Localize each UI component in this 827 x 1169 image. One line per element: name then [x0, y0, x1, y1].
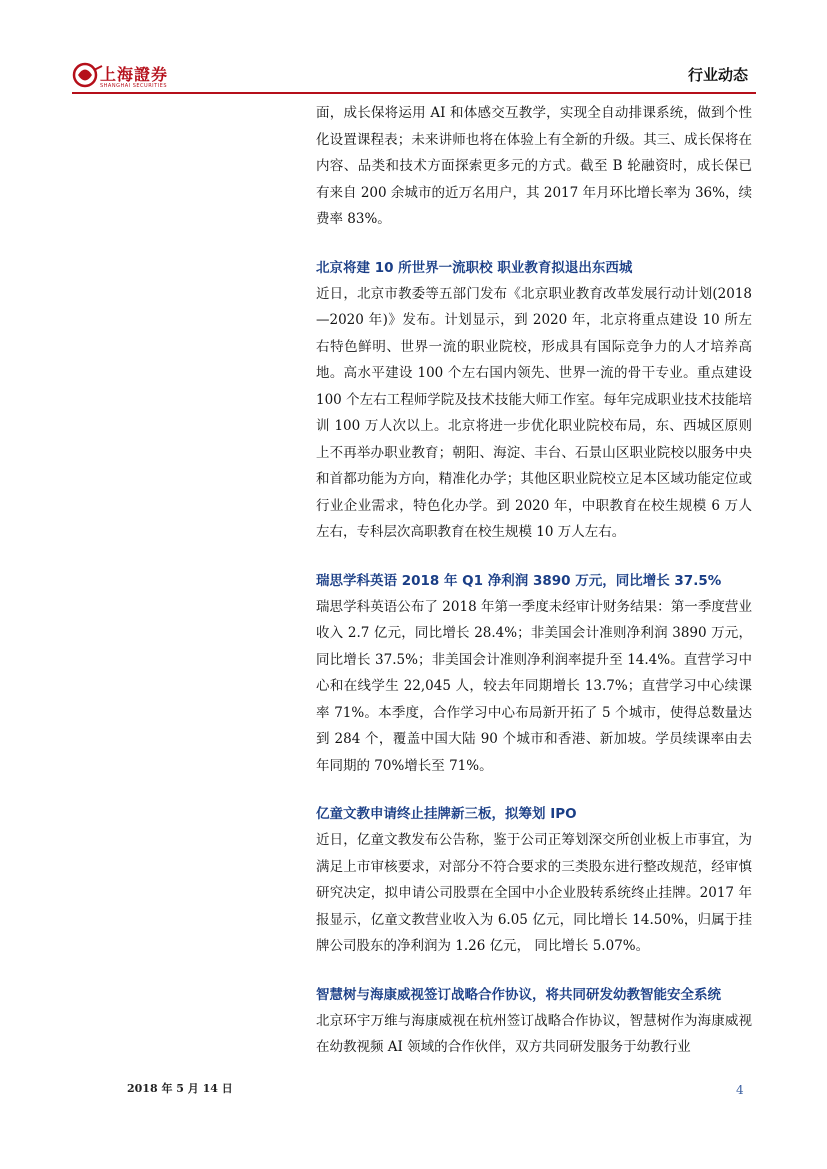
news-body: 近日，北京市教委等五部门发布《北京职业教育改革发展行动计划(2018—2020 年)》发布。计划显示，到 2020 年，北京将重点建设 10 所左右特色鲜明、世界一流的职业院校，形成具有国际竞争力的人才培养高地。高水平建设 100 个左右国内领先、世界一流的骨干专业。重点建设 100 个左右工程师学院及技术技能大师工作室。每年完成职业技术技能培训 100 万人次以上。北京将进一步优化职业院校布局，东、西城区原则上不再举办职业教育；朝阳、海淀、丰台、石景山区职业院校以服务中央和首都功能为方向，精准化办学；其他区职业院校立足本区域功能定位或行业企业需求，特色化办学。到 2020 年，中职教育在校生规模 6 万人左右，专科层次高职教育在校生规模 10 万人左右。	[316, 285, 752, 540]
news-title: 智慧树与海康威视签订战略合作协议，将共同研发幼教智能安全系统	[316, 986, 721, 1003]
logo-text: 上海證券	[100, 65, 169, 84]
news-body: 近日，亿童文教发布公告称，鉴于公司正筹划深交所创业板上市事宜，为满足上市审核要求，对部分不符合要求的三类股东进行整改规范，经审慎研究决定，拟申请公司股票在全国中小企业股转系统终止挂牌。2017 年报显示，亿童文教营业收入为 6.05 亿元，同比增长 14.50%，归属于挂牌公司股东的净利润为 1.26 亿元， 同比增长 5.07%。	[316, 832, 752, 954]
news-title: 瑞思学科英语 2018 年 Q1 净利润 3890 万元，同比增长 37.5%	[316, 572, 722, 589]
company-logo	[72, 60, 192, 94]
news-title: 亿童文教申请终止挂牌新三板，拟筹划 IPO	[316, 806, 577, 822]
page-header	[72, 56, 756, 96]
news-item	[316, 568, 752, 780]
header-divider	[72, 92, 756, 94]
news-item	[316, 982, 752, 1061]
news-title: 北京将建 10 所世界一流职校 职业教育拟退出东西城	[316, 259, 633, 276]
section-title: 行业动态	[687, 66, 748, 84]
news-body: 北京环宇万维与海康威视在杭州签订战略合作协议，智慧树作为海康威视在幼教视频 AI 领域的合作伙伴，双方共同研发服务于幼教行业	[316, 1012, 752, 1055]
news-item	[316, 801, 752, 960]
main-content	[316, 100, 752, 1061]
footer-date: 2018 年 5 月 14 日	[127, 1082, 233, 1095]
page-number: 4	[736, 1083, 744, 1097]
intro-paragraph: 面，成长保将运用 AI 和体感交互教学，实现全自动排课系统，做到个性化设置课程表；未来讲师也将在体验上有全新的升级。其三、成长保将在内容、品类和技术方面探索更多元的方式。截至 B 轮融资时，成长保已有来自 200 余城市的近万名用户，其 2017 年月环比增长率为 36%，续费率 83%。	[316, 105, 752, 227]
news-body: 瑞思学科英语公布了 2018 年第一季度未经审计财务结果：第一季度营业收入 2.7 亿元，同比增长 28.4%；非美国会计准则净利润 3890 万元，同比增长 37.5%；非美国会计准则净利润率提升至 14.4%。直营学习中心和在线学生 22,045 人，较去年同期增长 13.7%；直营学习中心续课率 71%。本季度，合作学习中心布局新开拓了 5 个城市，使得总数量达到 284 个，覆盖中国大陆 90 个城市和香港、新加坡。学员续课率由去年同期的 70%增长至 71%。	[316, 598, 752, 774]
logo-subtext: SHANGHAI SECURITIES	[100, 83, 168, 89]
news-item	[316, 255, 752, 546]
